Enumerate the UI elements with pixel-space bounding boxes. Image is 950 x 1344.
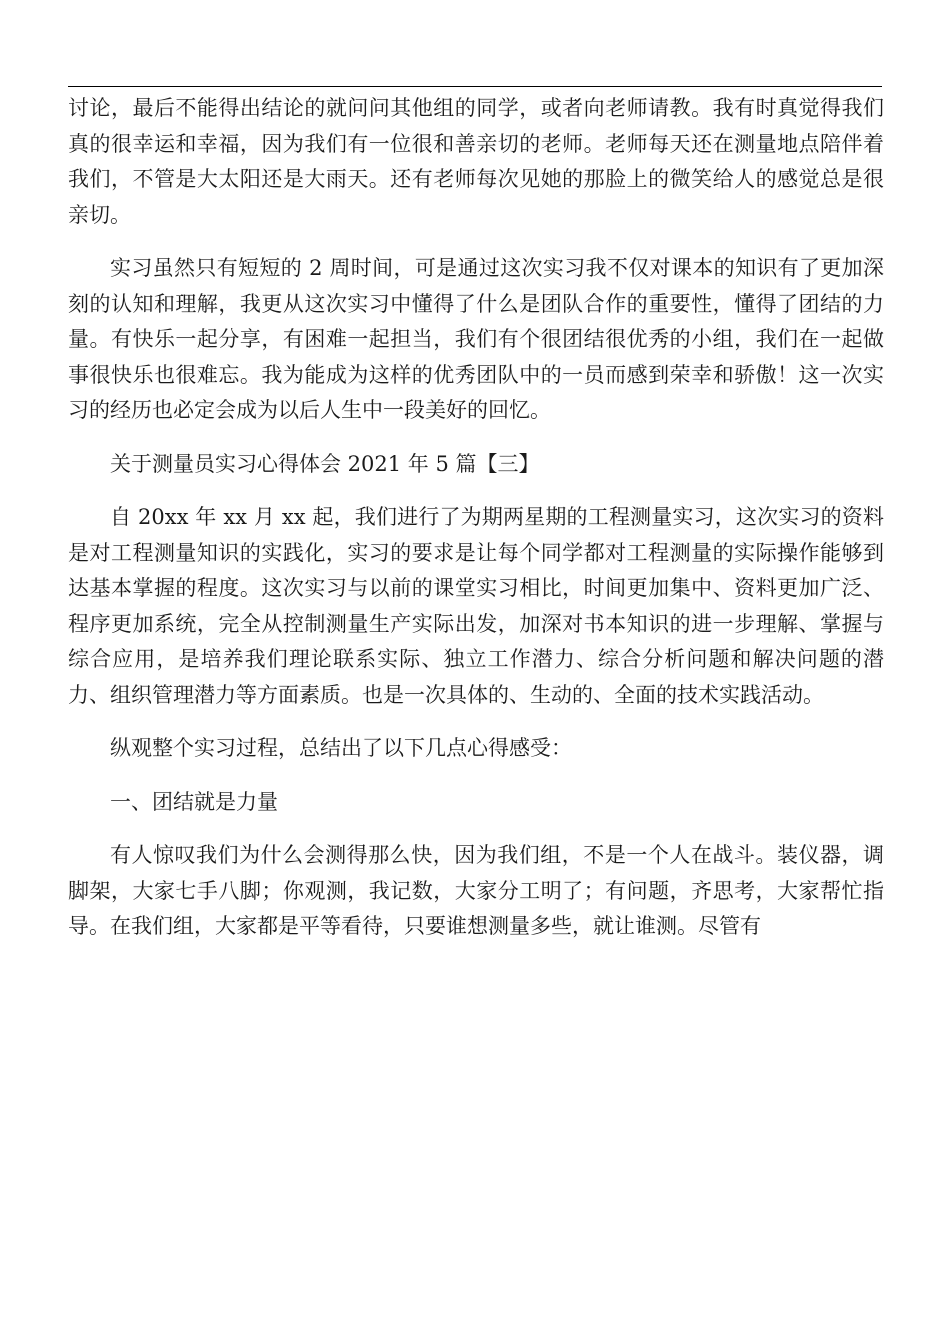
paragraph-engineering-survey: 自 20xx 年 xx 月 xx 起，我们进行了为期两星期的工程测量实习，这次实习的资料是对工程测量知识的实践化，实习的要求是让每个同学都对工程测量的实际操作能够到达基本掌握的程度。这次实习与以前的课堂实习相比，时间更加集中、资料更加广泛、程序更加系统，完全从控制测量生产实际出发，加深对书本知识的进一步理解、掌握与综合应用，是培养我们理论联系实际、独立工作潜力、综合分析问题和解决问题的潜力、组织管理潜力等方面素质。也是一次具体的、生动的、全面的技术实践活动。 bbox=[68, 505, 884, 707]
paragraph-continuation: 讨论，最后不能得出结论的就问问其他组的同学，或者向老师请教。我有时真觉得我们真的很幸运和幸福，因为我们有一位很和善亲切的老师。老师每天还在测量地点陪伴着我们，不管是大太阳还是大雨天。还有老师每次见她的那脸上的微笑给人的感觉总是很亲切。 bbox=[68, 96, 884, 227]
document-body bbox=[68, 91, 884, 963]
paragraph-summary-intro: 纵观整个实习过程，总结出了以下几点心得感受： bbox=[110, 736, 572, 760]
section-heading-three: 关于测量员实习心得体会 2021 年 5 篇【三】 bbox=[110, 451, 540, 476]
paragraph-internship-summary: 实习虽然只有短短的 2 周时间，可是通过这次实习我不仅对课本的知识有了更加深刻的认知和理解，我更从这次实习中懂得了什么是团队合作的重要性，懂得了团结的力量。有快乐一起分享，有困难一起担当，我们有个很团结很优秀的小组，我们在一起做事很快乐也很难忘。我为能成为这样的优秀团队中的一员而感到荣幸和骄傲！这一次实习的经历也必定会成为以后人生中一段美好的回忆。 bbox=[68, 256, 884, 422]
header-rule bbox=[68, 86, 882, 87]
subheading-teamwork: 一、团结就是力量 bbox=[110, 789, 278, 814]
paragraph-teamwork: 有人惊叹我们为什么会测得那么快，因为我们组，不是一个人在战斗。装仪器，调脚架，大家七手八脚；你观测，我记数，大家分工明了；有问题，齐思考，大家帮忙指导。在我们组，大家都是平等看待，只要谁想测量多些，就让谁测。尽管有 bbox=[68, 843, 884, 938]
